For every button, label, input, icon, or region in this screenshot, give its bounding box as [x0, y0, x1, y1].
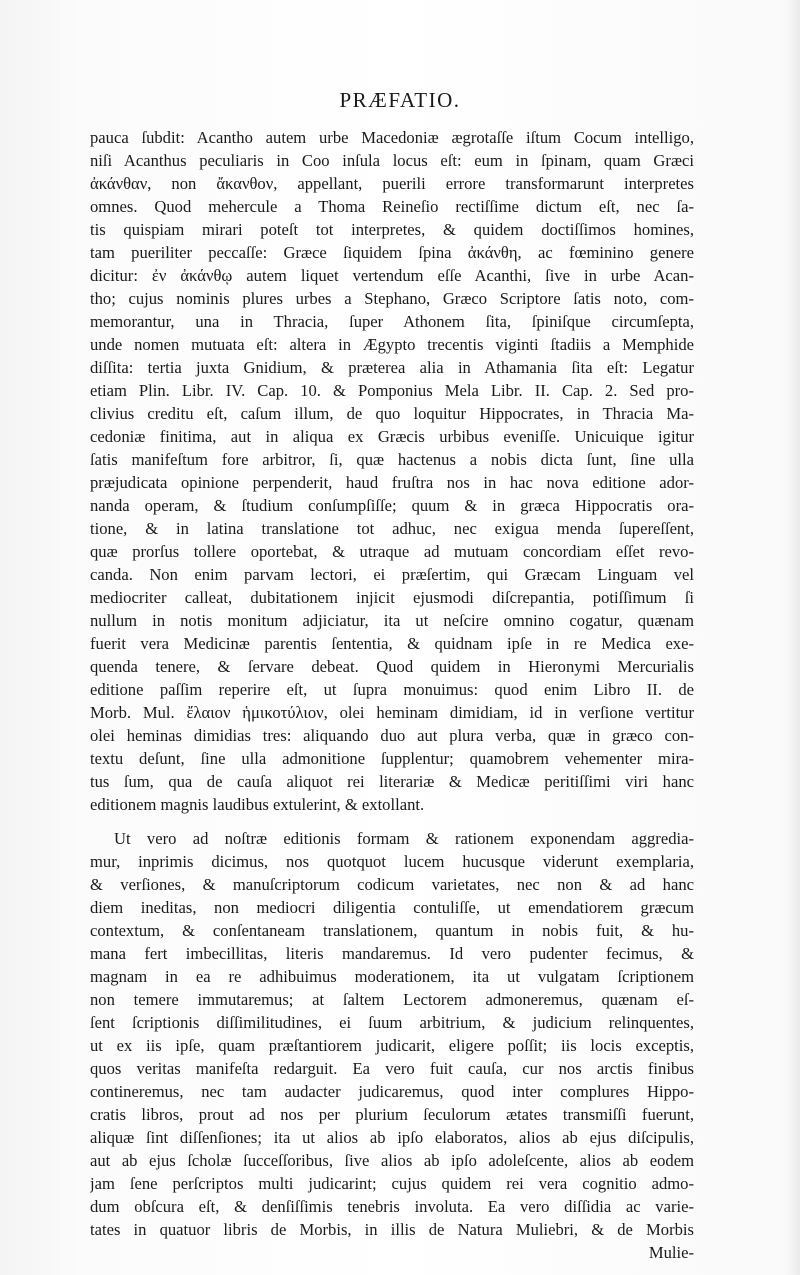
- paragraph-2: [90, 827, 694, 1241]
- body-text: [90, 126, 694, 1264]
- text-line: unde nomen mutuata eſt: altera in Ægypto trecentis viginti ſtadiis a Memphide: [90, 335, 694, 354]
- text-line: & verſiones, & manuſcriptorum codicum varietates, nec non & ad hanc: [90, 875, 694, 894]
- text-line: aliquæ ſint diſſenſiones; ita ut alios ab ipſo elaboratos, alios ab ejus diſcipulis,: [90, 1128, 694, 1147]
- text-line: quenda tenere, & ſervare debeat. Quod quidem in Hieronymi Mercurialis: [90, 657, 694, 676]
- text-line: cedoniæ finitima, aut in aliqua ex Græcis urbibus eveniſſe. Unicuique igitur: [90, 427, 694, 446]
- text-line: dum obſcura eſt, & denſiſſimis tenebris involuta. Ea vero diſſidia ac varie-: [90, 1197, 694, 1216]
- text-line: contineremus, nec tam audacter judicaremus, quod inter complures Hippo-: [90, 1082, 694, 1101]
- text-line: Morb. Mul. ἔλαιον ἡμικοτύλιον, olei heminam dimidiam, id in verſione vertitur: [90, 703, 694, 722]
- text-line: olei heminas dimidias tres: aliquando duo aut plura verba, quæ in græco con-: [90, 726, 694, 745]
- text-line: tus ſum, qua de cauſa aliquot rei literariæ & Medicæ peritiſſimi viri hanc: [90, 772, 694, 791]
- text-line: tione, & in latina translatione tot adhuc, nec exigua menda ſupereſſent,: [90, 519, 694, 538]
- text-line: niſi Acanthus peculiaris in Coo inſula locus eſt: eum in ſpinam, quam Græci: [90, 151, 694, 170]
- text-line: ut ex iis ipſe, quam præſtantiorem judicarit, eligere poſſit; iis locis exceptis,: [90, 1036, 694, 1055]
- text-line: non temere immutaremus; at ſaltem Lectorem admoneremus, quænam eſ-: [90, 990, 694, 1009]
- text-line: jam ſene perſcriptos multi judicarint; cujus quidem rei vera cognitio admo-: [90, 1174, 694, 1193]
- text-line: memorantur, una in Thracia, ſuper Athonem ſita, ſpiniſque circumſepta,: [90, 312, 694, 331]
- text-line: mana fert imbecillitas, literis mandaremus. Id vero pudenter fecimus, &: [90, 944, 694, 963]
- text-line: omnes. Quod mehercule a Thoma Reineſio rectiſſime dictum eſt, nec ſa-: [90, 197, 694, 216]
- text-line: magnam in ea re adhibuimus moderationem, ita ut vulgatam ſcriptionem: [90, 967, 694, 986]
- catchword: Mulie-: [648, 1243, 694, 1262]
- text-line: aut ab ejus ſcholæ ſucceſſoribus, ſive alios ab ipſo adoleſcente, alios ab eodem: [90, 1151, 694, 1170]
- text-line: præjudicata opinione perpenderit, haud fruſtra nos in hac nova editione ador-: [90, 473, 694, 492]
- text-line: fuerit vera Medicinæ parentis ſententia, & quidnam ipſe in re Medica exe-: [90, 634, 694, 653]
- text-line: quæ prorſus tollere oportebat, & utraque ad mutuam concordiam eſſet revo-: [90, 542, 694, 561]
- text-line: ἀκάνθαν, non ἄκανθον, appellant, puerili errore transformarunt interpretes: [90, 174, 694, 193]
- text-line: contextum, & conſentaneam translationem, quantum in nobis fuit, & hu-: [90, 921, 694, 940]
- text-line: tates in quatuor libris de Morbis, in illis de Natura Muliebri, & de Morbis: [90, 1220, 694, 1239]
- text-line: canda. Non enim parvam lectori, ei præſertim, qui Græcam Linguam vel: [90, 565, 694, 584]
- page-edge-shadow: [786, 0, 800, 1275]
- text-line: nullum in notis monitum adjiciatur, ita ut neſcire omnino cogatur, quænam: [90, 611, 694, 630]
- running-head: PRÆFATIO.: [339, 88, 461, 112]
- paragraph-1: [90, 126, 694, 816]
- text-line: etiam Plin. Libr. IV. Cap. 10. & Pomponius Mela Libr. II. Cap. 2. Sed pro-: [90, 381, 694, 400]
- text-line: dicitur: ἐν ἀκάνθῳ autem liquet vertendum eſſe Acanthi, ſive in urbe Acan-: [90, 266, 694, 285]
- text-line: nanda operam, & ſtudium conſumpſiſſe; quum & in græca Hippocratis ora-: [90, 496, 694, 515]
- text-line: cratis libros, prout ad nos per plurium ſeculorum ætates transmiſſi fuerunt,: [90, 1105, 694, 1124]
- text-line: tam pueriliter peccaſſe: Græce ſiquidem ſpina ἀκάνθη, ac fœminino genere: [90, 243, 694, 262]
- text-line: editionem magnis laudibus extulerint, & extollant.: [90, 795, 425, 814]
- text-line: mediocriter calleat, dubitationem injicit ejusmodi diſcrepantia, potiſſimum ſi: [90, 588, 694, 607]
- paragraph-gap: [90, 816, 694, 827]
- text-line: diſſita: tertia juxta Gnidium, & præterea alia in Athamania ſita eſt: Legatur: [90, 358, 694, 377]
- text-line: mur, inprimis dicimus, nos quotquot lucem hucusque viderunt exemplaria,: [90, 852, 694, 871]
- text-line: tis quispiam mirari poteſt tot interpretes, & quidem doctiſſimos homines,: [90, 220, 694, 239]
- text-line: ſatis manifeſtum fore arbitror, ſi, quæ hactenus a nobis dicta ſunt, ſine ulla: [90, 450, 694, 469]
- text-line: textu deſunt, ſine ulla admonitione ſupplentur; quamobrem vehementer mira-: [90, 749, 694, 768]
- text-line: quos veritas manifeſta redarguit. Ea vero fuit cauſa, cur nos arctis finibus: [90, 1059, 694, 1078]
- text-line: pauca ſubdit: Acantho autem urbe Macedoniæ ægrotaſſe iſtum Cocum intelligo,: [90, 128, 694, 147]
- text-line: tho; cujus nominis plures urbes a Stephano, Græco Scriptore ſatis noto, com-: [90, 289, 694, 308]
- text-line: diem ineditas, non mediocri diligentia contuliſſe, ut emendatiorem græcum: [90, 898, 694, 917]
- text-line: Ut vero ad noſtræ editionis formam & rationem exponendam aggredia-: [114, 829, 694, 848]
- text-line: ſent ſcriptionis diſſimilitudines, ei ſuum arbitrium, & judicium relinquentes,: [90, 1013, 694, 1032]
- text-line: clivius creditu eſt, caſum illum, de quo loquitur Hippocrates, in Thracia Ma-: [90, 404, 694, 423]
- text-line: editione paſſim reperire eſt, ut ſupra monuimus: quod enim Libro II. de: [90, 680, 694, 699]
